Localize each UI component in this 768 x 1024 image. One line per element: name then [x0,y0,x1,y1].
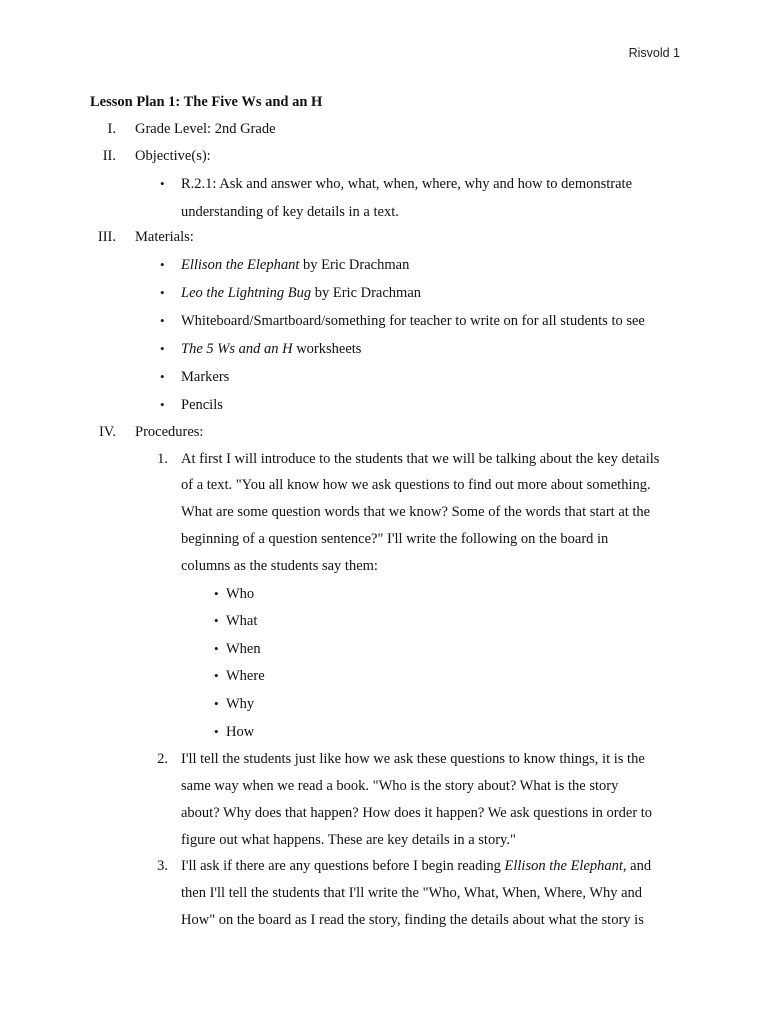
objective-line: R.2.1: Ask and answer who, what, when, where, why and how to demonstrate [181,176,633,192]
bullet-icon: • [214,613,219,628]
bullet-icon: • [160,341,165,356]
bullet-icon: • [214,696,219,711]
bullet-icon: • [214,724,219,739]
materials-label: Materials: [135,229,194,245]
question-word: When [226,641,261,657]
question-word: How [226,724,255,740]
step-line: figure out what happens. These are key details in a story." [181,832,516,848]
procedures-label: Procedures: [135,424,204,440]
bullet-icon: • [214,586,219,601]
question-word: Where [226,668,265,684]
step-line: about? Why does that happen? How does it happen? We ask questions in order to [181,805,653,821]
lesson-title: Lesson Plan 1: The Five Ws and an H [90,94,323,110]
step-number: 3. [157,858,168,874]
bullet-icon: • [160,176,165,191]
section-numeral-materials: III. [97,229,116,245]
bullet-icon: • [160,397,165,412]
material-item: Markers [181,369,230,385]
section-numeral-procedures: IV. [98,424,116,440]
material-item: The 5 Ws and an H worksheets [181,341,362,357]
step-number: 2. [157,751,168,767]
running-header: Risvold 1 [628,46,680,60]
step-line: columns as the students say them: [181,558,378,574]
step-line: How" on the board as I read the story, finding the details about what the story is [181,912,644,928]
step-line: beginning of a question sentence?" I'll write the following on the board in [181,531,609,547]
step-line: I'll tell the students just like how we ask these questions to know things, it is the [181,751,645,767]
step-line: I'll ask if there are any questions before I begin reading Ellison the Elephant, and [181,858,652,874]
step-line: What are some question words that we know? Some of the words that start at the [181,504,651,520]
objectives-label: Objective(s): [135,148,211,164]
question-word: Who [226,586,255,602]
step-line: then I'll tell the students that I'll write the "Who, What, When, Where, Why and [181,885,643,901]
material-item: Leo the Lightning Bug by Eric Drachman [181,285,422,301]
material-item: Whiteboard/Smartboard/something for teacher to write on for all students to see [181,313,645,329]
question-word: Why [226,696,255,712]
bullet-icon: • [160,285,165,300]
material-item: Ellison the Elephant by Eric Drachman [181,257,410,273]
section-numeral-grade: I. [107,121,116,137]
bullet-icon: • [160,369,165,384]
step-line: At first I will introduce to the students that we will be talking about the key details [181,451,660,467]
bullet-icon: • [214,641,219,656]
bullet-icon: • [160,313,165,328]
objective-line: understanding of key details in a text. [181,204,399,220]
question-word: What [226,613,258,629]
grade-level-text: Grade Level: 2nd Grade [135,121,276,137]
bullet-icon: • [214,668,219,683]
material-item: Pencils [181,397,223,413]
step-line: same way when we read a book. "Who is the story about? What is the story [181,778,619,794]
step-number: 1. [157,451,168,467]
bullet-icon: • [160,257,165,272]
step-line: of a text. "You all know how we ask questions to find out more about something. [181,477,651,493]
section-numeral-objectives: II. [102,148,116,164]
